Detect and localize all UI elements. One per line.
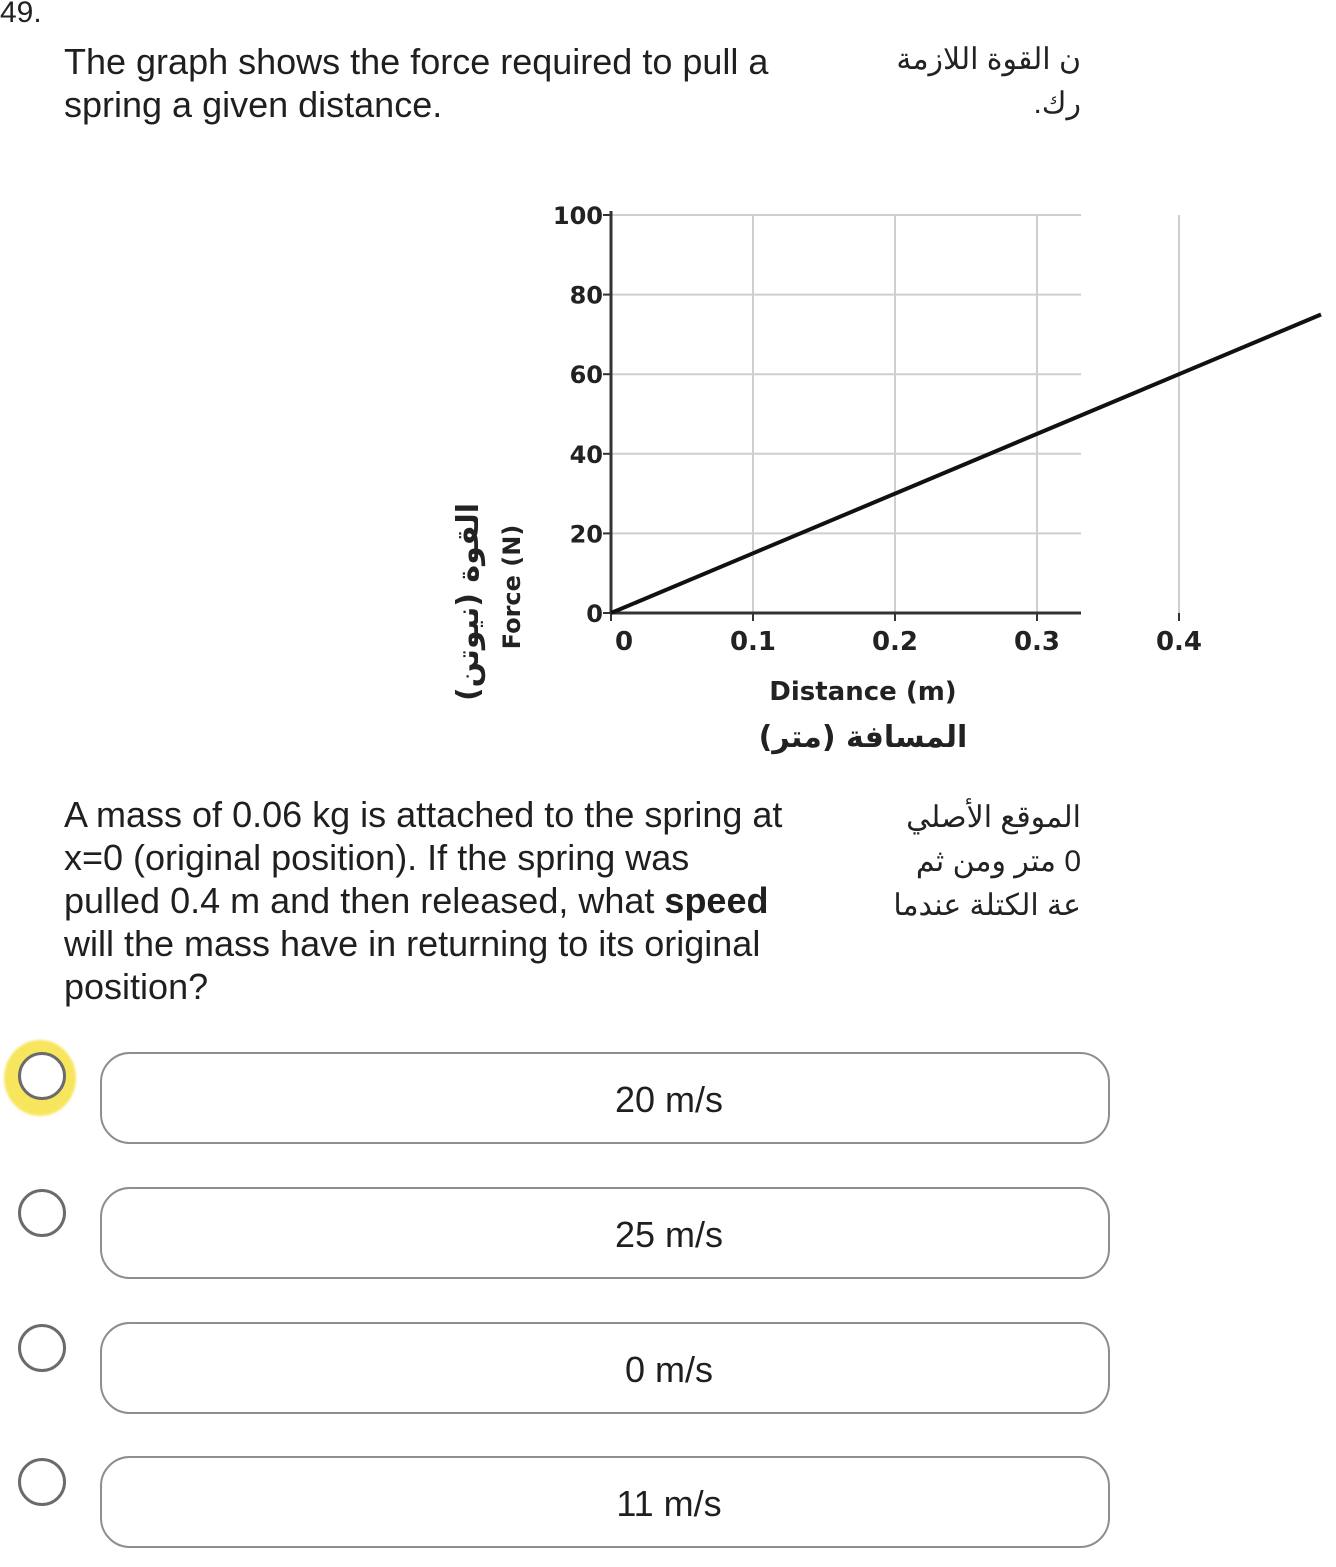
stem-line-5: position? (64, 966, 209, 1007)
option-label: 11 m/s (616, 1483, 722, 1524)
stem-emphasis-speed: speed (664, 880, 769, 921)
x-tick-label: 0 (614, 627, 634, 657)
stem-line-3-text: pulled 0.4 m and then released, what (64, 880, 655, 921)
force-distance-chart (0, 180, 1203, 770)
chart-grid (611, 215, 1179, 613)
y-tick-label: 0 (586, 600, 603, 628)
option-box[interactable] (100, 1322, 1110, 1414)
question-stem-arabic (893, 796, 1081, 928)
y-tick-labels (553, 202, 603, 628)
intro-ar-line-1: ن القوة اللازمة (896, 43, 1081, 76)
stem-ar-line-1: الموقع الأصلي (906, 801, 1081, 834)
intro-ar-line-2: رك. (1033, 87, 1081, 120)
y-tick-label: 40 (569, 440, 603, 469)
series-line (611, 315, 1321, 614)
stem-ar-line-2: 0 متر ومن ثم (915, 845, 1081, 878)
y-axis-label-arabic: القوة (نيوتن) (451, 502, 486, 702)
option-box[interactable] (100, 1456, 1110, 1548)
question-stem (64, 793, 782, 1008)
option-label: 25 m/s (614, 1214, 724, 1255)
x-tick-label: 0.4 (1155, 627, 1203, 657)
x-tick-label: 0.3 (1013, 627, 1061, 657)
stem-line-3 (64, 879, 782, 922)
answer-option-3[interactable] (0, 1322, 1081, 1418)
stem-line-4: will the mass have in returning to its original (64, 923, 761, 964)
answer-option-2[interactable] (0, 1187, 1081, 1283)
answer-option-1[interactable] (0, 1052, 1081, 1148)
chart-series (611, 315, 1321, 614)
stem-ar-line-3: عة الكتلة عندما (893, 889, 1081, 922)
chart-axes (603, 211, 1179, 621)
x-tick-label: 0.2 (871, 627, 919, 657)
option-label: 0 m/s (624, 1349, 713, 1390)
y-tick-label: 100 (552, 202, 603, 230)
y-tick-label: 60 (569, 361, 603, 390)
question-number: 49. (0, 0, 42, 29)
stem-line-2: x=0 (original position). If the spring was (64, 837, 690, 878)
y-tick-label: 20 (569, 520, 603, 549)
intro-line-1: The graph shows the force required to pull a (64, 41, 769, 82)
option-box[interactable] (100, 1052, 1110, 1144)
x-axis-label: Distance (m) (769, 677, 957, 707)
y-tick-label: 80 (569, 281, 603, 310)
question-intro-arabic (896, 38, 1081, 126)
option-label: 20 m/s (614, 1079, 724, 1120)
x-tick-label: 0.1 (729, 627, 777, 657)
option-box[interactable] (100, 1187, 1110, 1279)
question-intro (64, 40, 768, 126)
y-axis-label: Force (N) (498, 524, 526, 650)
x-tick-labels (615, 627, 1202, 657)
intro-line-2: spring a given distance. (64, 84, 443, 125)
answer-option-4[interactable] (0, 1456, 1081, 1552)
x-axis-label-arabic: المسافة (متر) (758, 720, 968, 755)
stem-line-1: A mass of 0.06 kg is attached to the spring at (64, 794, 783, 835)
